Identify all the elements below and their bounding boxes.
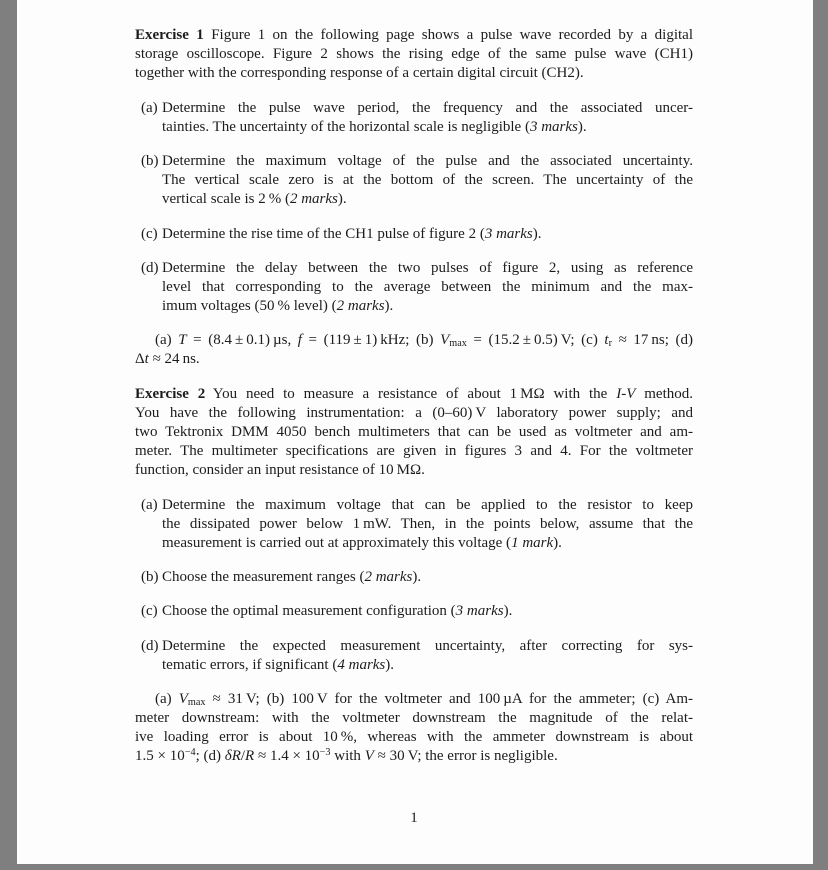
- text-line: measurement is carried out at approximately this voltage (1 mark).: [162, 534, 562, 551]
- text-line: (a) $V_{max} \approx 31$ V; (b) 100 V for the voltmeter and 100 µA for the ammeter; (c) Am-: [155, 690, 693, 709]
- text-line: Determine the delay between the two pulses of figure 2, using as reference: [162, 259, 693, 276]
- text-line: Choose the measurement ranges (2 marks).: [162, 569, 422, 586]
- text-line: You have the following instrumentation: a (0–60) V laboratory power supply; and: [135, 404, 693, 421]
- item-text: [162, 225, 693, 244]
- exercise-2-answers: [135, 690, 693, 767]
- item-label: (d): [141, 259, 159, 276]
- text-line: Determine the rise time of the CH1 pulse of figure 2 (3 marks).: [162, 225, 542, 242]
- document-page: [17, 0, 813, 864]
- item-label: (c): [141, 603, 158, 620]
- text-line: $1.5 \times 10^{-4}$; (d) $\delta R/R \approx 1.4 \times 10^{-3}$ with V ≈ 30 V; the error is negligible.: [135, 747, 558, 765]
- text-line: tainties. The uncertainty of the horizontal scale is negligible (3 marks).: [162, 118, 587, 135]
- item-label: (a): [141, 99, 158, 116]
- text-line: (a) T = (8.4 ± 0.1) µs, f = (119 ± 1) kHz; (b) $V_{max} = (15.2 \pm 0.5)$ V; (c) $t_r \approx 17$ ns; (d): [155, 332, 693, 350]
- exercise-1-answers: [135, 331, 693, 369]
- text-line: function, consider an input resistance of 10 MΩ.: [135, 462, 425, 479]
- text-line: imum voltages (50 % level) (2 marks).: [162, 298, 394, 315]
- text-line: Determine the maximum voltage that can be applied to the resistor to keep: [162, 496, 693, 513]
- question-item: [135, 637, 693, 675]
- text-line: The vertical scale zero is at the bottom of the screen. The uncertainty of the: [162, 172, 693, 189]
- item-label: (d): [141, 637, 159, 654]
- text-line: Determine the maximum voltage of the pulse and the associated uncertainty.: [162, 152, 693, 169]
- exercise-1-intro: [135, 26, 693, 84]
- text-line: meter downstream: with the voltmeter downstream the magnitude of the relat-: [135, 710, 693, 727]
- text-line: Exercise 1 Figure 1 on the following page shows a pulse wave recorded by a digital: [135, 27, 693, 43]
- text-line: Choose the optimal measurement configuration (3 marks).: [162, 603, 513, 620]
- item-text: [162, 152, 693, 210]
- text-line: tematic errors, if significant (4 marks).: [162, 656, 395, 673]
- text-line: Determine the expected measurement uncertainty, after correcting for sys-: [162, 637, 693, 654]
- item-label: (b): [141, 569, 159, 586]
- item-label: (c): [141, 225, 158, 242]
- text-line: Δt ≈ 24 ns.: [135, 351, 200, 368]
- item-label: (a): [141, 496, 158, 513]
- question-item: [135, 152, 693, 210]
- text-line: vertical scale is 2 % (2 marks).: [162, 191, 347, 208]
- item-text: [162, 568, 693, 587]
- text-line: meter. The multimeter specifications are given in figures 3 and 4. For the voltmeter: [135, 443, 693, 460]
- text-line: Exercise 2 You need to measure a resistance of about 1 MΩ with the I-V method.: [135, 385, 693, 402]
- question-item: [135, 602, 693, 621]
- page-footer: [135, 810, 693, 827]
- text-line: the dissipated power below 1 mW. Then, in the points below, assume that the: [162, 515, 693, 532]
- question-item: [135, 496, 693, 554]
- question-item: [135, 568, 693, 587]
- item-text: [162, 637, 693, 675]
- text-line: two Tektronix DMM 4050 bench multimeters that can be used as voltmeter and am-: [135, 424, 693, 440]
- item-text: [162, 496, 693, 554]
- text-line: together with the corresponding response of a certain digital circuit (CH2).: [135, 65, 584, 82]
- item-label: (b): [141, 152, 159, 169]
- text-line: ive loading error is about 10 %, whereas with the ammeter downstream is about: [135, 729, 693, 746]
- text-line: Determine the pulse wave period, the frequency and the associated uncer-: [162, 99, 693, 116]
- document-content: [135, 26, 693, 767]
- question-item: [135, 99, 693, 137]
- question-item: [135, 259, 693, 317]
- question-item: [135, 225, 693, 244]
- exercise-2-questions: [135, 496, 693, 675]
- exercise-2-intro: [135, 385, 693, 481]
- item-text: [162, 259, 693, 317]
- text-line: storage oscilloscope. Figure 2 shows the rising edge of the same pulse wave (CH1): [135, 46, 693, 63]
- item-text: [162, 602, 693, 621]
- exercise-1-questions: [135, 99, 693, 317]
- text-line: level that corresponding to the average between the minimum and the max-: [162, 278, 693, 295]
- page-number: 1: [410, 810, 418, 826]
- item-text: [162, 99, 693, 137]
